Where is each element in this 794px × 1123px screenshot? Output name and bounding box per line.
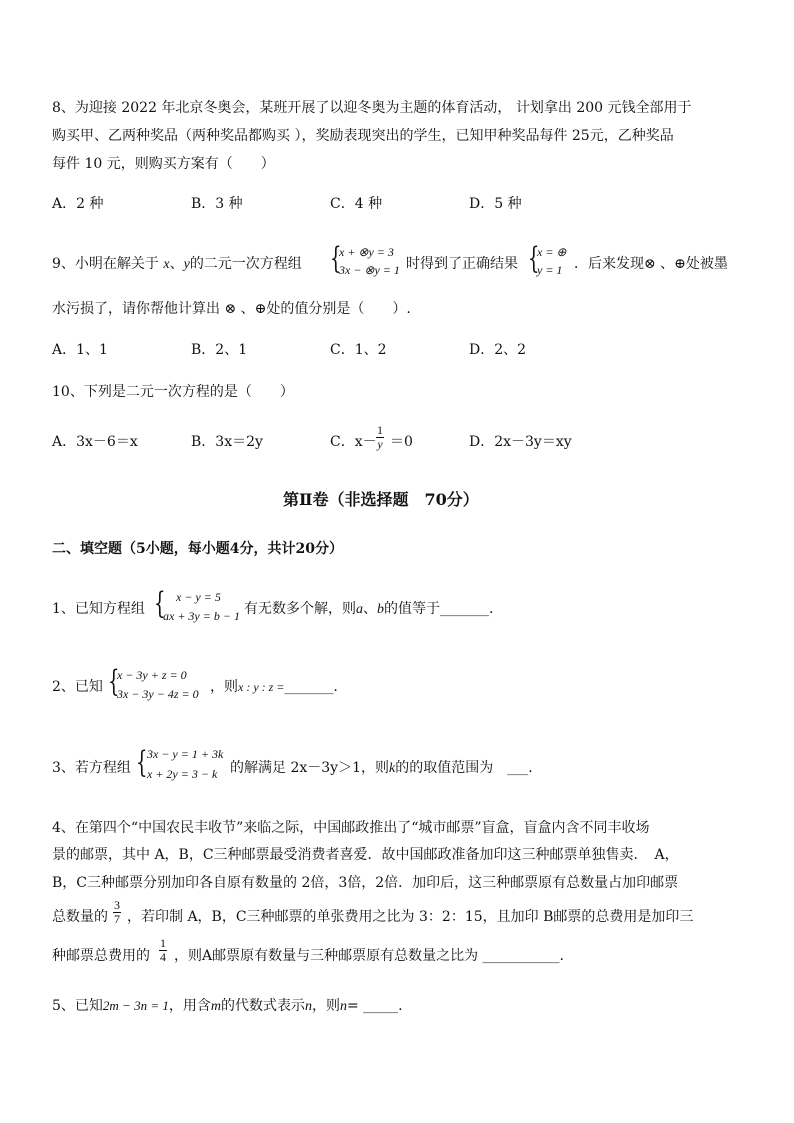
f3-prefix: 3、若方程组 — [52, 760, 131, 776]
q9-line2: 水污损了，请你帮他计算出 ⊗ 、⊕处的值分别是（ ）. — [52, 301, 411, 317]
f2-prefix: 2、已知 — [52, 679, 103, 695]
q9-option-a: A．1、1 — [52, 342, 108, 358]
f4-fraction-3-7 — [113, 899, 121, 926]
q8-option-b: B．3 种 — [191, 196, 243, 212]
q9-equation-1: x + ⊗y = 3 — [339, 245, 394, 259]
fraction-denominator: 7 — [114, 912, 120, 926]
q9-option-d: D．2、2 — [469, 342, 527, 358]
part2-title: 第Ⅱ卷（非选择题 70分） — [283, 490, 479, 509]
q9-stem-part3: 时得到了正确结果 — [406, 256, 518, 272]
q9-equation-2: 3x − ⊗y = 1 — [339, 263, 400, 277]
f2-equation-2: 3x − 3y − 4z = 0 — [117, 687, 199, 701]
q9-stem-part4: ．后来发现⊗ 、⊕处被墨 — [574, 256, 728, 272]
fraction-denominator: 4 — [160, 950, 166, 964]
f3-system-brace: { — [136, 745, 148, 780]
q9-system-brace: { — [330, 241, 342, 276]
q8-line3: 每件 10 元，则购买方案有（ ） — [52, 156, 275, 172]
f4-line1: 4、在第四个“中国农民丰收节”来临之际，中国邮政推出了“城市邮票”盲盒，盲盒内含不同丰收场 — [52, 820, 650, 836]
f4-fraction-1-4 — [159, 937, 167, 964]
q9-option-b: B．2、1 — [191, 342, 248, 358]
f2-system-brace: { — [108, 664, 120, 699]
q8-line1: 8、为迎接 2022 年北京冬奥会，某班开展了以迎冬奥为主题的体育活动， 计划拿出 200 元钱全部用于 — [52, 100, 692, 116]
f3-stem: 的解满足 2x－3y＞1，则k的的取值范围为 ___. — [230, 760, 533, 776]
q10-option-c-suffix: ＝0 — [390, 434, 413, 450]
section2-heading: 二、填空题（5小题，每小题4分，共计20分） — [52, 541, 343, 557]
f1-equation-1: x − y = 5 — [176, 590, 221, 604]
q10-option-a: A．3x－6＝x — [52, 434, 138, 450]
f1-equation-2: ax + 3y = b − 1 — [163, 609, 240, 623]
f4-line3: B，C三种邮票分别加印各自原有数量的 2倍，3倍，2倍．加印后，这三种邮票原有总数量占加印邮票 — [52, 875, 679, 891]
f1-prefix: 1、已知方程组 — [52, 601, 145, 617]
q9-stem-part1: 9、小明在解关于 x、y的二元一次方程组 — [52, 256, 302, 272]
f4-line5-prefix: 种邮票总费用的 — [52, 948, 150, 964]
q9-solution-brace: { — [528, 241, 540, 276]
f4-line4-suffix: ，若印制 A，B，C三种邮票的单张费用之比为 3：2：15，且加印 B邮票的总费用是加印三 — [127, 909, 694, 925]
q9-solution-1: x = ⊕ — [537, 245, 567, 259]
q9-option-c: C．1、2 — [330, 342, 387, 358]
f2-equation-1: x − 3y + z = 0 — [117, 668, 187, 682]
q8-option-a: A．2 种 — [52, 196, 104, 212]
q8-option-d: D．5 种 — [469, 196, 522, 212]
f4-line2: 景的邮票，其中 A，B，C三种邮票最受消费者喜爱．故中国邮政准备加印这三种邮票单独售卖． A， — [52, 847, 679, 863]
fraction-numerator: 3 — [114, 898, 120, 912]
f2-stem: ，则x : y : z =_______. — [210, 679, 338, 695]
f4-line5-suffix: ，则A邮票原有数量与三种邮票原有总数量之比为 ___________. — [174, 948, 565, 964]
f4-line4-prefix: 总数量的 — [52, 909, 108, 925]
f3-equation-2: x + 2y = 3 − k — [147, 767, 218, 781]
f1-system-brace: { — [154, 586, 166, 621]
q10-option-b: B．3x＝2y — [191, 434, 263, 450]
q8-option-c: C．4 种 — [330, 196, 383, 212]
fraction-numerator: 1 — [160, 936, 166, 950]
q10-option-c-prefix: C．x－ — [330, 434, 377, 450]
f5-line: 5、已知2m − 3n = 1，用含m的代数式表示n，则n= _____. — [52, 998, 403, 1014]
q10-option-d: D．2x－3y＝xy — [469, 434, 572, 450]
q9-solution-2: y = 1 — [537, 263, 563, 277]
fraction-denominator: y — [377, 437, 383, 451]
q8-line2: 购买甲、乙两种奖品（两种奖品都购买 ），奖励表现突出的学生，已知甲种奖品每件 25元，乙种奖品 — [52, 128, 674, 144]
q10-option-c-fraction — [376, 424, 384, 451]
f1-stem: 有无数多个解，则a、b的值等于_______. — [244, 601, 494, 617]
f3-equation-1: 3x − y = 1 + 3k — [147, 747, 224, 761]
q10-stem: 10、下列是二元一次方程的是（ ） — [52, 384, 294, 400]
fraction-numerator: 1 — [377, 423, 383, 437]
